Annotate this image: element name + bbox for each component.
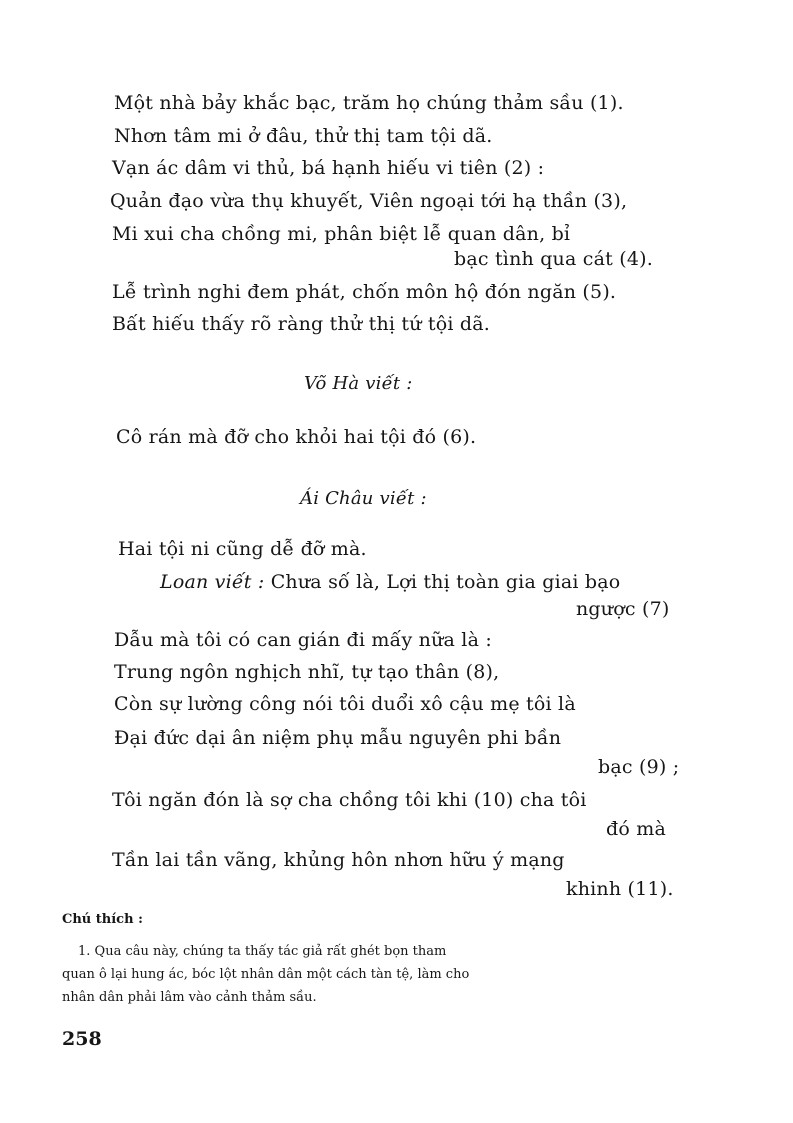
poem-line: Một nhà bảy khắc bạc, trăm họ chúng thảm sầu (1). xyxy=(114,92,624,114)
dialogue-line-continuation: khinh (11). xyxy=(566,878,674,900)
dialogue-line: Cô rán mà đỡ cho khỏi hai tội đó (6). xyxy=(116,426,477,448)
poem-line: Vạn ác dâm vi thủ, bá hạnh hiếu vi tiên (2) : xyxy=(112,157,545,179)
speaker-heading-vo-ha: Võ Hà viết : xyxy=(304,373,413,394)
poem-line: Bất hiếu thấy rõ ràng thử thị tứ tội dã. xyxy=(112,313,491,335)
dialogue-line: Dẫu mà tôi có can gián đi mấy nữa là : xyxy=(114,629,492,651)
poem-line: Quản đạo vừa thụ khuyết, Viên ngoại tới hạ thần (3), xyxy=(110,190,628,212)
dialogue-line xyxy=(160,573,620,592)
poem-line: Nhơn tâm mi ở đâu, thử thị tam tội dã. xyxy=(114,125,493,147)
dialogue-line: Tần lai tần vãng, khủng hôn nhơn hữu ý mạng xyxy=(112,849,565,871)
dialogue-line-continuation: bạc (9) ; xyxy=(598,756,680,778)
dialogue-line: Trung ngôn nghịch nhĩ, tự tạo thân (8), xyxy=(114,661,500,683)
dialogue-line: Hai tội ni cũng dễ đỡ mà. xyxy=(118,538,367,560)
dialogue-line: Tôi ngăn đón là sợ cha chồng tôi khi (10) cha tôi xyxy=(112,789,587,811)
footnote-line: 1. Qua câu này, chúng ta thấy tác giả rất ghét bọn tham xyxy=(78,944,447,959)
speaker-label-loan: Loan viết : xyxy=(160,571,265,593)
poem-line: Lễ trình nghi đem phát, chốn môn hộ đón ngăn (5). xyxy=(112,281,617,303)
speaker-heading-ai-chau: Ái Châu viết : xyxy=(300,488,427,509)
dialogue-line: Còn sự lường công nói tôi duổi xô cậu mẹ tôi là xyxy=(114,693,576,715)
poem-line: Mi xui cha chồng mi, phân biệt lễ quan dân, bỉ xyxy=(112,223,571,245)
dialogue-line-continuation: ngược (7) xyxy=(576,598,670,620)
dialogue-text: Chưa số là, Lợi thị toàn gia giai bạo xyxy=(270,571,621,593)
notes-title: Chú thích : xyxy=(62,912,143,927)
dialogue-line: Đại đức dại ân niệm phụ mẫu nguyên phi bần xyxy=(114,727,562,749)
footnote-line: quan ô lại hung ác, bóc lột nhân dân một cách tàn tệ, làm cho xyxy=(62,967,470,982)
dialogue-line-continuation: đó mà xyxy=(606,818,666,840)
poem-line-continuation: bạc tình qua cát (4). xyxy=(454,248,653,270)
page-number: 258 xyxy=(62,1028,102,1050)
footnote-line: nhân dân phải lâm vào cảnh thảm sầu. xyxy=(62,990,317,1005)
